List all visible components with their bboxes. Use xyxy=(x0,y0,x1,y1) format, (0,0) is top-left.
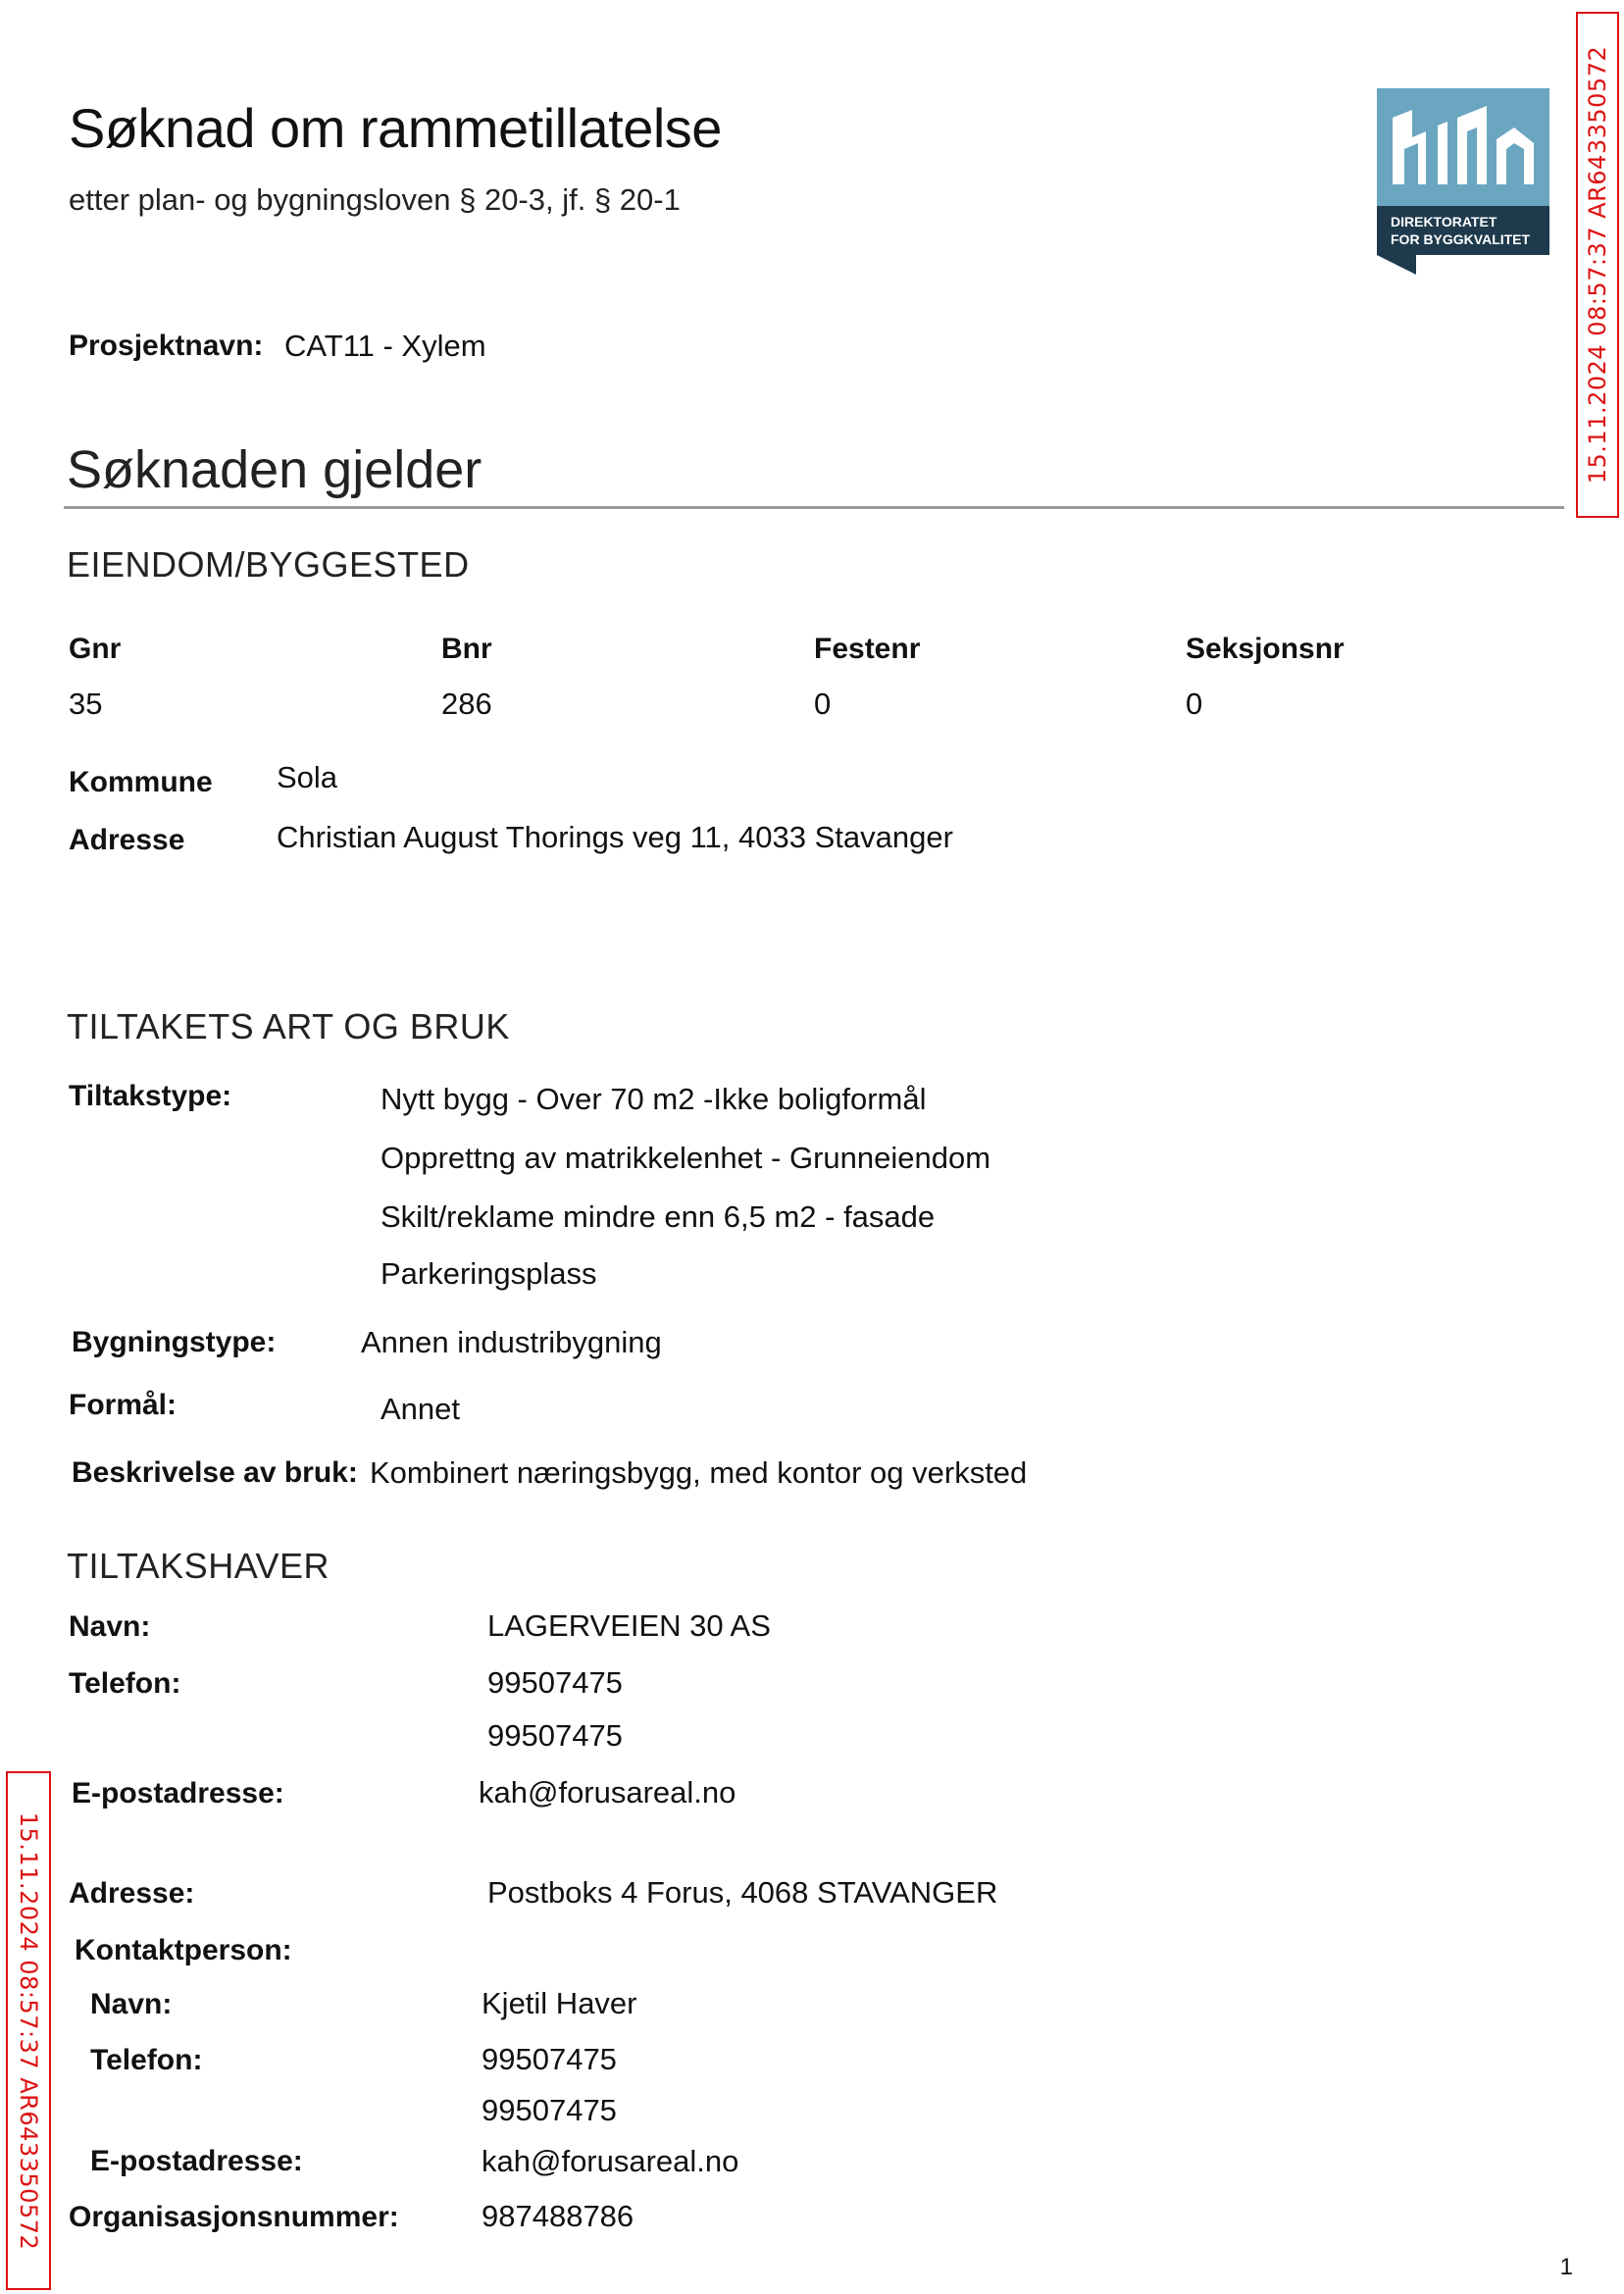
festenr-label: Festenr xyxy=(814,633,921,665)
festenr-value: 0 xyxy=(814,687,832,721)
tiltakshaver-telefon-value: 99507475 xyxy=(487,1718,623,1753)
svg-text:FOR BYGGKVALITET: FOR BYGGKVALITET xyxy=(1391,231,1531,247)
orgnr-label: Organisasjonsnummer: xyxy=(69,2201,399,2233)
stamp-text: 15.11.2024 08:57:37 AR643350572 xyxy=(1584,45,1612,484)
kontakt-telefon-label: Telefon: xyxy=(90,2044,203,2076)
date-stamp-top xyxy=(1576,12,1619,518)
document-subtitle: etter plan- og bygningsloven § 20-3, jf. § 20-1 xyxy=(69,182,681,217)
tiltakstype-label: Tiltakstype: xyxy=(69,1080,232,1112)
tiltakshaver-heading: TILTAKSHAVER xyxy=(67,1546,330,1586)
document-title: Søknad om rammetillatelse xyxy=(69,97,722,159)
bnr-label: Bnr xyxy=(441,633,492,665)
beskrivelse-value: Kombinert næringsbygg, med kontor og verksted xyxy=(370,1455,1028,1490)
tiltakshaver-epost-value: kah@forusareal.no xyxy=(479,1775,736,1810)
seksjonsnr-label: Seksjonsnr xyxy=(1186,633,1345,665)
project-label: Prosjektnavn: xyxy=(69,330,264,362)
seksjonsnr-value: 0 xyxy=(1186,687,1203,721)
tiltakshaver-telefon-label: Telefon: xyxy=(69,1667,181,1700)
tiltakshaver-navn-value: LAGERVEIEN 30 AS xyxy=(487,1608,771,1643)
bygningstype-label: Bygningstype: xyxy=(72,1326,277,1358)
logo-icon xyxy=(1377,88,1549,275)
kontaktperson-label: Kontaktperson: xyxy=(75,1934,292,1966)
gnr-value: 35 xyxy=(69,687,103,721)
tiltakshaver-epost-label: E-postadresse: xyxy=(72,1777,284,1810)
tiltakshaver-navn-label: Navn: xyxy=(69,1610,151,1643)
tiltakstype-item: Nytt bygg - Over 70 m2 -Ikke boligformål xyxy=(381,1082,927,1116)
adresse-value: Christian August Thorings veg 11, 4033 Stavanger xyxy=(277,820,953,854)
kontakt-telefon-value: 99507475 xyxy=(482,2093,617,2127)
formal-value: Annet xyxy=(381,1392,461,1426)
tiltakshaver-adresse-value: Postboks 4 Forus, 4068 STAVANGER xyxy=(487,1875,998,1910)
kontakt-epost-label: E-postadresse: xyxy=(90,2145,303,2177)
kontakt-navn-label: Navn: xyxy=(90,1988,173,2020)
project-value: CAT11 - Xylem xyxy=(284,329,486,363)
tiltakstype-item: Parkeringsplass xyxy=(381,1256,597,1291)
kontakt-telefon-value: 99507475 xyxy=(482,2042,617,2076)
kommune-label: Kommune xyxy=(69,766,213,798)
beskrivelse-label: Beskrivelse av bruk: xyxy=(72,1456,358,1489)
bygningstype-value: Annen industribygning xyxy=(361,1325,662,1359)
bnr-value: 286 xyxy=(441,687,492,721)
formal-label: Formål: xyxy=(69,1389,178,1421)
page-number: 1 xyxy=(1559,2254,1573,2280)
kontakt-navn-value: Kjetil Haver xyxy=(482,1986,637,2020)
adresse-label: Adresse xyxy=(69,824,185,856)
tiltakshaver-adresse-label: Adresse: xyxy=(69,1877,195,1910)
tiltakstype-item: Opprettng av matrikkelenhet - Grunneiendom xyxy=(381,1141,991,1175)
date-stamp-bottom xyxy=(6,1771,51,2290)
gnr-label: Gnr xyxy=(69,633,122,665)
section-divider xyxy=(64,506,1564,509)
kontakt-epost-value: kah@forusareal.no xyxy=(482,2144,739,2178)
dibk-logo xyxy=(1377,88,1549,275)
orgnr-value: 987488786 xyxy=(482,2199,634,2233)
application-heading: Søknaden gjelder xyxy=(67,440,482,499)
tiltakstype-item: Skilt/reklame mindre enn 6,5 m2 - fasade xyxy=(381,1199,936,1234)
kommune-value: Sola xyxy=(277,760,338,794)
property-heading: EIENDOM/BYGGESTED xyxy=(67,544,470,585)
svg-text:DIREKTORATET: DIREKTORATET xyxy=(1391,214,1497,229)
stamp-text: 15.11.2024 08:57:37 AR643350572 xyxy=(15,1811,43,2250)
tiltakshaver-telefon-value: 99507475 xyxy=(487,1665,623,1700)
tiltak-heading: TILTAKETS ART OG BRUK xyxy=(67,1006,510,1046)
